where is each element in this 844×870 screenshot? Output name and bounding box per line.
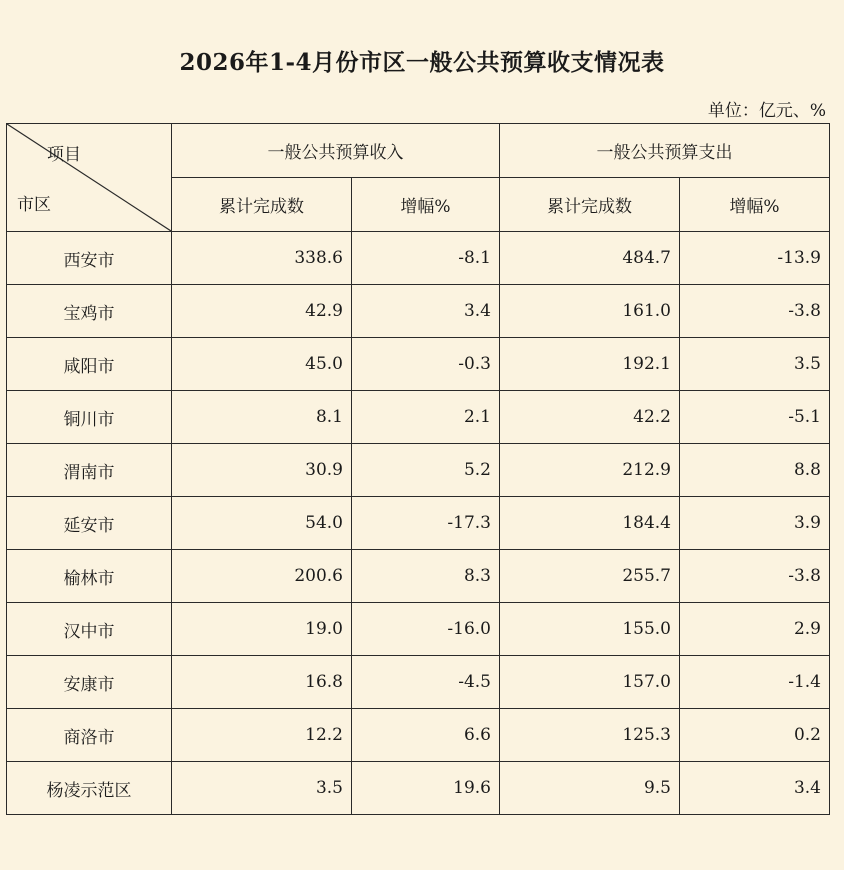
area-name-cell: 杨凌示范区 [7, 762, 172, 815]
revenue-growth-cell: 19.6 [352, 762, 500, 815]
revenue-growth-cell: -4.5 [352, 656, 500, 709]
expenditure-growth-cell: -1.4 [680, 656, 830, 709]
expenditure-value-cell: 42.2 [500, 391, 680, 444]
expenditure-growth-cell: 3.5 [680, 338, 830, 391]
table-row [7, 285, 830, 338]
area-name-cell: 商洛市 [7, 709, 172, 762]
area-name-cell: 榆林市 [7, 550, 172, 603]
revenue-value-cell: 19.0 [172, 603, 352, 656]
table-row [7, 603, 830, 656]
expenditure-value-cell: 192.1 [500, 338, 680, 391]
expenditure-group-header: 一般公共预算支出 [500, 124, 830, 178]
revenue-value-header: 累计完成数 [172, 178, 352, 232]
revenue-value-cell: 8.1 [172, 391, 352, 444]
table-row [7, 762, 830, 815]
area-name-cell: 汉中市 [7, 603, 172, 656]
table-row [7, 497, 830, 550]
revenue-value-cell: 45.0 [172, 338, 352, 391]
area-name-cell: 宝鸡市 [7, 285, 172, 338]
expenditure-value-cell: 484.7 [500, 232, 680, 285]
expenditure-growth-cell: 3.9 [680, 497, 830, 550]
area-name-cell: 安康市 [7, 656, 172, 709]
area-name-cell: 铜川市 [7, 391, 172, 444]
table-body [7, 124, 830, 815]
revenue-value-cell: 200.6 [172, 550, 352, 603]
table-row [7, 444, 830, 497]
revenue-value-cell: 3.5 [172, 762, 352, 815]
revenue-value-cell: 54.0 [172, 497, 352, 550]
table-row [7, 338, 830, 391]
area-name-cell: 西安市 [7, 232, 172, 285]
revenue-growth-cell: -16.0 [352, 603, 500, 656]
revenue-value-cell: 12.2 [172, 709, 352, 762]
table-row [7, 709, 830, 762]
revenue-growth-cell: 3.4 [352, 285, 500, 338]
revenue-value-cell: 42.9 [172, 285, 352, 338]
corner-label-item: 项目 [47, 145, 81, 165]
revenue-growth-header: 增幅% [352, 178, 500, 232]
expenditure-growth-cell: 3.4 [680, 762, 830, 815]
revenue-growth-cell: 5.2 [352, 444, 500, 497]
unit-note: 单位：亿元、% [707, 101, 826, 121]
expenditure-value-cell: 255.7 [500, 550, 680, 603]
area-name-cell: 咸阳市 [7, 338, 172, 391]
expenditure-growth-header: 增幅% [680, 178, 830, 232]
header-row-groups [7, 124, 830, 178]
area-name-cell: 延安市 [7, 497, 172, 550]
expenditure-growth-cell: -13.9 [680, 232, 830, 285]
expenditure-growth-cell: 2.9 [680, 603, 830, 656]
revenue-growth-cell: 2.1 [352, 391, 500, 444]
revenue-growth-cell: -17.3 [352, 497, 500, 550]
revenue-value-cell: 16.8 [172, 656, 352, 709]
revenue-group-header: 一般公共预算收入 [172, 124, 500, 178]
expenditure-growth-cell: 0.2 [680, 709, 830, 762]
expenditure-growth-cell: -3.8 [680, 550, 830, 603]
revenue-value-cell: 338.6 [172, 232, 352, 285]
table-row [7, 391, 830, 444]
revenue-growth-cell: -8.1 [352, 232, 500, 285]
expenditure-value-cell: 9.5 [500, 762, 680, 815]
expenditure-value-cell: 212.9 [500, 444, 680, 497]
expenditure-value-cell: 155.0 [500, 603, 680, 656]
revenue-growth-cell: -0.3 [352, 338, 500, 391]
area-name-cell: 渭南市 [7, 444, 172, 497]
expenditure-growth-cell: 8.8 [680, 444, 830, 497]
expenditure-value-header: 累计完成数 [500, 178, 680, 232]
expenditure-growth-cell: -5.1 [680, 391, 830, 444]
expenditure-value-cell: 184.4 [500, 497, 680, 550]
expenditure-growth-cell: -3.8 [680, 285, 830, 338]
revenue-growth-cell: 8.3 [352, 550, 500, 603]
corner-label-area: 市区 [17, 195, 51, 215]
expenditure-value-cell: 157.0 [500, 656, 680, 709]
budget-table [6, 123, 830, 815]
revenue-value-cell: 30.9 [172, 444, 352, 497]
expenditure-value-cell: 161.0 [500, 285, 680, 338]
table-row [7, 656, 830, 709]
corner-header-cell [7, 124, 172, 232]
page-title: 2026年1-4月份市区一般公共预算收支情况表 [179, 49, 665, 76]
revenue-growth-cell: 6.6 [352, 709, 500, 762]
table-row [7, 550, 830, 603]
table-row [7, 232, 830, 285]
expenditure-value-cell: 125.3 [500, 709, 680, 762]
